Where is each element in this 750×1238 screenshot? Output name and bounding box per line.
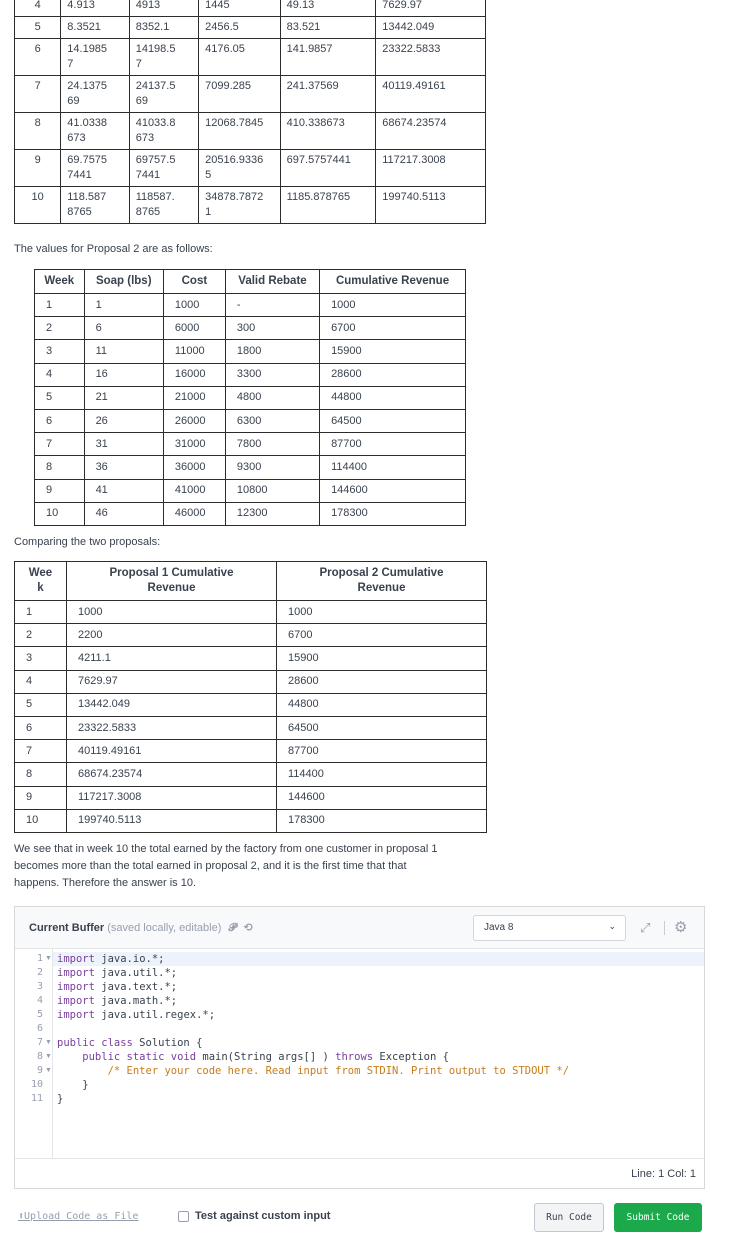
upload-code-link[interactable]: ⬆Upload Code as File [18, 1211, 139, 1222]
table-row [15, 0, 486, 17]
table-row [15, 647, 487, 670]
table-cell: 15900 [320, 340, 466, 363]
code-line[interactable]: public class Solution { [57, 1037, 203, 1049]
table-cell: 41 [84, 479, 163, 502]
week-cell: 7 [35, 433, 85, 456]
column-header: Proposal 2 Cumulative Revenue [277, 562, 487, 601]
table-cell: 144600 [277, 786, 487, 809]
code-line[interactable]: } [57, 1079, 89, 1091]
table-cell: 1185.878765 [280, 187, 376, 224]
table-cell: 16000 [163, 363, 225, 386]
line-number: 9 [36, 1065, 43, 1076]
code-line[interactable]: } [57, 1093, 64, 1105]
table-row [15, 150, 486, 187]
week-cell: 1 [15, 601, 67, 624]
week-cell: 6 [35, 409, 85, 432]
table-cell: 26 [84, 409, 163, 432]
table-cell: 15900 [277, 647, 487, 670]
compare-intro: Comparing the two proposals: [14, 536, 161, 548]
table-cell: 34878.7872 1 [199, 187, 281, 224]
code-line[interactable]: import java.io.*; [57, 953, 165, 965]
conclusion-line: becomes more than the total earned in proposal 2, and it is the first time that that [14, 860, 407, 872]
week-cell: 2 [15, 624, 67, 647]
fold-icon[interactable]: ▼ [45, 1039, 52, 1046]
proposal2-table [34, 269, 466, 526]
week-cell: 8 [15, 113, 61, 150]
table-cell: 24.1375 69 [61, 76, 129, 113]
week-cell: 5 [35, 386, 85, 409]
table-cell: 4211.1 [67, 647, 277, 670]
table-cell: 2456.5 [199, 17, 281, 39]
table-cell: 44800 [320, 386, 466, 409]
table-cell: 36000 [163, 456, 225, 479]
column-header: Week [35, 270, 85, 294]
code-line[interactable]: /* Enter your code here. Read input from STDIN. Print output to STDOUT */ [57, 1065, 570, 1077]
table-row [15, 740, 487, 763]
table-cell: 7800 [225, 433, 319, 456]
table-cell: 24137.5 69 [129, 76, 198, 113]
table-cell: 1800 [225, 340, 319, 363]
cursor-position: Line: 1 Col: 1 [631, 1168, 696, 1180]
table-cell: 14.1985 7 [61, 39, 129, 76]
table-cell: 49.13 [280, 0, 376, 17]
week-cell: 2 [35, 317, 85, 340]
week-cell: 8 [15, 763, 67, 786]
table-cell: 1000 [277, 601, 487, 624]
table-cell: 12300 [225, 502, 319, 525]
table-cell: 1000 [320, 294, 466, 317]
buffer-subtitle: (saved locally, editable) [107, 922, 222, 934]
table-cell: 16 [84, 363, 163, 386]
table-cell: 117217.3008 [67, 786, 277, 809]
table-row [15, 763, 487, 786]
table-cell: 68674.23574 [67, 763, 277, 786]
editor-status-bar [15, 1158, 704, 1188]
table-row [15, 716, 487, 739]
code-line[interactable]: import java.util.regex.*; [57, 1009, 216, 1021]
table-cell: 28600 [277, 670, 487, 693]
proposal1-table [14, 0, 486, 224]
table-cell: 6700 [320, 317, 466, 340]
table-cell: 6 [84, 317, 163, 340]
upload-icon: ⬆ [18, 1211, 25, 1222]
table-cell: 2200 [67, 624, 277, 647]
table-cell: 23322.5833 [376, 39, 486, 76]
table-row [15, 693, 487, 716]
week-cell: 8 [35, 456, 85, 479]
code-line[interactable]: import java.math.*; [57, 995, 178, 1007]
table-cell: 6000 [163, 317, 225, 340]
table-cell: 12068.7845 [199, 113, 281, 150]
conclusion-line: happens. Therefore the answer is 10. [14, 877, 197, 889]
table-cell: 13442.049 [67, 693, 277, 716]
table-cell: 10800 [225, 479, 319, 502]
column-header: Wee k [15, 562, 67, 601]
line-number: 4 [36, 995, 43, 1006]
table-cell: 8.3521 [61, 17, 129, 39]
custom-input-checkbox[interactable] [178, 1211, 189, 1222]
table-cell: 1445 [199, 0, 281, 17]
line-number: 11 [30, 1093, 43, 1104]
table-row [15, 601, 487, 624]
gear-icon[interactable]: ⚙ [674, 919, 688, 936]
table-cell: 1 [84, 294, 163, 317]
week-cell: 6 [15, 716, 67, 739]
table-cell: 114400 [277, 763, 487, 786]
week-cell: 4 [15, 670, 67, 693]
week-cell: 3 [35, 340, 85, 363]
table-row [35, 317, 466, 340]
table-row [15, 624, 487, 647]
line-number: 2 [36, 967, 43, 978]
table-row [35, 502, 466, 525]
table-cell: 40119.49161 [67, 740, 277, 763]
table-cell: - [225, 294, 319, 317]
fold-icon[interactable]: ▼ [45, 1067, 52, 1074]
chevron-down-icon: ⌄ [608, 921, 616, 931]
table-cell: 44800 [277, 693, 487, 716]
table-cell: 41000 [163, 479, 225, 502]
table-row [15, 39, 486, 76]
comparison-table [14, 561, 487, 833]
table-cell: 4800 [225, 386, 319, 409]
table-cell: 64500 [277, 716, 487, 739]
table-row [35, 386, 466, 409]
table-cell: 697.5757441 [280, 150, 376, 187]
table-cell: 117217.3008 [376, 150, 486, 187]
week-cell: 5 [15, 17, 61, 39]
table-cell: 118.587 8765 [61, 187, 129, 224]
conclusion-line: We see that in week 10 the total earned by the factory from one customer in proposal 1 [14, 843, 438, 855]
table-cell: 6700 [277, 624, 487, 647]
table-row [35, 409, 466, 432]
table-row [15, 187, 486, 224]
table-cell: 8352.1 [129, 17, 198, 39]
expand-icon[interactable]: ⤢ [640, 920, 651, 935]
table-cell: 199740.5113 [67, 809, 277, 832]
table-row [35, 363, 466, 386]
table-cell: 41033.8 673 [129, 113, 198, 150]
table-cell: 40119.49161 [376, 76, 486, 113]
table-cell: 410.338673 [280, 113, 376, 150]
code-line[interactable]: public static void main(String args[] ) throws Exception { [57, 1051, 449, 1063]
table-cell: 199740.5113 [376, 187, 486, 224]
table-cell: 87700 [277, 740, 487, 763]
table-cell: 87700 [320, 433, 466, 456]
table-cell: 7099.285 [199, 76, 281, 113]
table-cell: 26000 [163, 409, 225, 432]
header-divider [664, 921, 665, 935]
custom-input-label[interactable]: Test against custom input [195, 1210, 331, 1222]
table-row [15, 113, 486, 150]
week-cell: 9 [15, 786, 67, 809]
table-cell: 46 [84, 502, 163, 525]
table-row [15, 670, 487, 693]
table-row [15, 76, 486, 113]
table-cell: 21 [84, 386, 163, 409]
line-number: 5 [36, 1009, 43, 1020]
conclusion-text [14, 841, 438, 892]
table-cell: 11 [84, 340, 163, 363]
column-header: Cost [163, 270, 225, 294]
week-cell: 9 [35, 479, 85, 502]
table-row [35, 479, 466, 502]
table-row [15, 809, 487, 832]
table-row [35, 433, 466, 456]
table-cell: 64500 [320, 409, 466, 432]
table-cell: 41.0338 673 [61, 113, 129, 150]
line-number: 8 [36, 1051, 43, 1062]
code-line[interactable]: import java.util.*; [57, 967, 178, 979]
line-number: 10 [30, 1079, 43, 1090]
table-cell: 178300 [320, 502, 466, 525]
table-cell: 9300 [225, 456, 319, 479]
fold-icon[interactable]: ▼ [45, 1053, 52, 1060]
table-cell: 13442.049 [376, 17, 486, 39]
table-cell: 69757.5 7441 [129, 150, 198, 187]
table-cell: 1000 [163, 294, 225, 317]
table-row [35, 340, 466, 363]
column-header: Proposal 1 Cumulative Revenue [67, 562, 277, 601]
column-header: Valid Rebate [225, 270, 319, 294]
week-cell: 4 [35, 363, 85, 386]
table-cell: 6300 [225, 409, 319, 432]
table-cell: 7629.97 [376, 0, 486, 17]
week-cell: 10 [15, 187, 61, 224]
table-cell: 20516.9336 5 [199, 150, 281, 187]
week-cell: 7 [15, 76, 61, 113]
line-gutter [15, 949, 53, 1158]
week-cell: 10 [35, 502, 85, 525]
editor-header [15, 907, 704, 949]
week-cell: 5 [15, 693, 67, 716]
line-number: 3 [36, 981, 43, 992]
table-cell: 4913 [129, 0, 198, 17]
table-cell: 21000 [163, 386, 225, 409]
editor-title [29, 921, 253, 935]
column-header: Cumulative Revenue [320, 270, 466, 294]
table-row [15, 17, 486, 39]
buffer-title: Current Buffer [29, 922, 105, 934]
week-cell: 7 [15, 740, 67, 763]
table-cell: 4176.05 [199, 39, 281, 76]
proposal2-intro: The values for Proposal 2 are as follows: [14, 243, 213, 255]
language-value: Java 8 [484, 922, 514, 933]
table-cell: 118587. 8765 [129, 187, 198, 224]
table-cell: 69.7575 7441 [61, 150, 129, 187]
table-cell: 31000 [163, 433, 225, 456]
table-cell: 14198.5 7 [129, 39, 198, 76]
table-cell: 83.521 [280, 17, 376, 39]
table-cell: 4.913 [61, 0, 129, 17]
table-cell: 7629.97 [67, 670, 277, 693]
week-cell: 9 [15, 150, 61, 187]
table-cell: 144600 [320, 479, 466, 502]
run-code-button[interactable]: Run Code [534, 1203, 604, 1232]
table-cell: 300 [225, 317, 319, 340]
code-area[interactable] [15, 949, 704, 1158]
table-row [35, 456, 466, 479]
code-line[interactable]: import java.text.*; [57, 981, 178, 993]
table-cell: 23322.5833 [67, 716, 277, 739]
table-cell: 114400 [320, 456, 466, 479]
table-cell: 28600 [320, 363, 466, 386]
table-cell: 241.37569 [280, 76, 376, 113]
week-cell: 4 [15, 0, 61, 17]
table-cell: 11000 [163, 340, 225, 363]
table-cell: 141.9857 [280, 39, 376, 76]
line-number: 1 [36, 953, 43, 964]
code-editor-panel [14, 906, 705, 1189]
line-number: 6 [36, 1023, 43, 1034]
table-row [15, 786, 487, 809]
history-icon[interactable]: ⟲ [243, 922, 253, 934]
table-cell: 31 [84, 433, 163, 456]
week-cell: 3 [15, 647, 67, 670]
table-cell: 36 [84, 456, 163, 479]
week-cell: 10 [15, 809, 67, 832]
table-cell: 68674.23574 [376, 113, 486, 150]
week-cell: 1 [35, 294, 85, 317]
table-cell: 178300 [277, 809, 487, 832]
branch-icon[interactable]: 𝓟 [228, 922, 237, 934]
submit-code-button[interactable]: Submit Code [614, 1203, 702, 1232]
table-cell: 46000 [163, 502, 225, 525]
table-cell: 3300 [225, 363, 319, 386]
column-header: Soap (lbs) [84, 270, 163, 294]
table-cell: 1000 [67, 601, 277, 624]
language-select[interactable] [473, 915, 626, 941]
week-cell: 6 [15, 39, 61, 76]
fold-icon[interactable]: ▼ [45, 955, 52, 962]
table-row [35, 294, 466, 317]
line-number: 7 [36, 1037, 43, 1048]
